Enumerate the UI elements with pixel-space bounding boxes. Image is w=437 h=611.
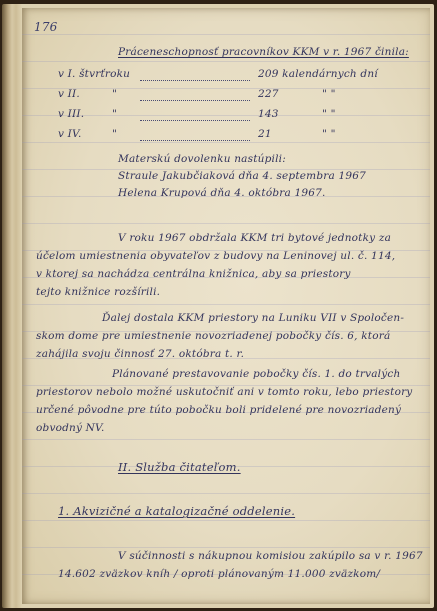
page-number: 176 xyxy=(34,20,58,34)
ruled-line xyxy=(22,223,430,224)
body-line: obvodný NV. xyxy=(36,422,105,434)
ruled-line xyxy=(22,304,430,305)
ditto-mark: " xyxy=(112,88,118,100)
ruled-line xyxy=(22,61,430,62)
dotted-leader xyxy=(140,80,250,81)
quarter-value: 227 xyxy=(258,88,279,100)
body-line: zahájila svoju činnosť 27. októbra t. r. xyxy=(36,348,245,360)
notebook-page xyxy=(22,8,430,604)
maternity-line: Helena Krupová dňa 4. októbra 1967. xyxy=(118,187,326,199)
sick-leave-title: Práceneschopnosť pracovníkov KKM v r. 1967 činila: xyxy=(118,46,409,58)
body-line: v ktorej sa nachádza centrálna knižnica, aby sa priestory xyxy=(36,268,351,280)
ruled-line xyxy=(22,547,430,548)
ruled-line xyxy=(22,142,430,143)
ditto-mark: " xyxy=(112,128,118,140)
section-heading: II. Služba čitateľom. xyxy=(118,460,241,474)
body-line: určené pôvodne pre túto pobočku boli pridelené pre novozriadený xyxy=(36,404,402,416)
subsection-heading: 1. Akvizičné a katalogizačné oddelenie. xyxy=(58,504,296,518)
quarter-label: v IV. xyxy=(58,128,82,140)
quarter-value: 143 xyxy=(258,108,279,120)
maternity-line: Straule Jakubčiaková dňa 4. septembra 1967 xyxy=(118,170,367,182)
ruled-line xyxy=(22,493,430,494)
ruled-line xyxy=(22,88,430,89)
ditto-mark: " xyxy=(112,108,118,120)
ruled-line xyxy=(22,520,430,521)
body-line: Plánované prestavovanie pobočky čís. 1. do trvalých xyxy=(112,368,401,380)
quarter-label: v III. xyxy=(58,108,85,120)
ditto-mark: " " xyxy=(322,108,336,120)
dotted-leader xyxy=(140,100,250,101)
dotted-leader xyxy=(140,120,250,121)
ditto-mark: " " xyxy=(322,128,336,140)
body-line: tejto knižnice rozšírili. xyxy=(36,286,161,298)
body-line: 14.602 zväzkov kníh / oproti plánovaným 11.000 zväzkom/ xyxy=(58,568,381,580)
ruled-line xyxy=(22,34,430,35)
body-line: priestorov nebolo možné uskutočniť ani v tomto roku, lebo priestory xyxy=(36,386,413,398)
ruled-line xyxy=(22,439,430,440)
ditto-mark: " " xyxy=(322,88,336,100)
body-line: účelom umiestnenia obyvateľov z budovy na Leninovej ul. č. 114, xyxy=(36,250,396,262)
quarter-label: v II. xyxy=(58,88,80,100)
quarter-value: 209 kalendárnych dní xyxy=(258,68,378,80)
dotted-leader xyxy=(140,140,250,141)
quarter-label: v I. štvrťroku xyxy=(58,68,131,80)
quarter-value: 21 xyxy=(258,128,272,140)
body-line: V roku 1967 obdržala KKM tri bytové jednotky za xyxy=(118,232,392,244)
body-line: V súčinnosti s nákupnou komisiou zakúpilo sa v r. 1967 xyxy=(118,550,423,562)
maternity-heading: Materskú dovolenku nastúpili: xyxy=(118,153,286,165)
body-line: skom dome pre umiestnenie novozriadenej pobočky čís. 6, ktorá xyxy=(36,330,391,342)
body-line: Ďalej dostala KKM priestory na Luniku VII v Spoločen- xyxy=(102,312,405,324)
